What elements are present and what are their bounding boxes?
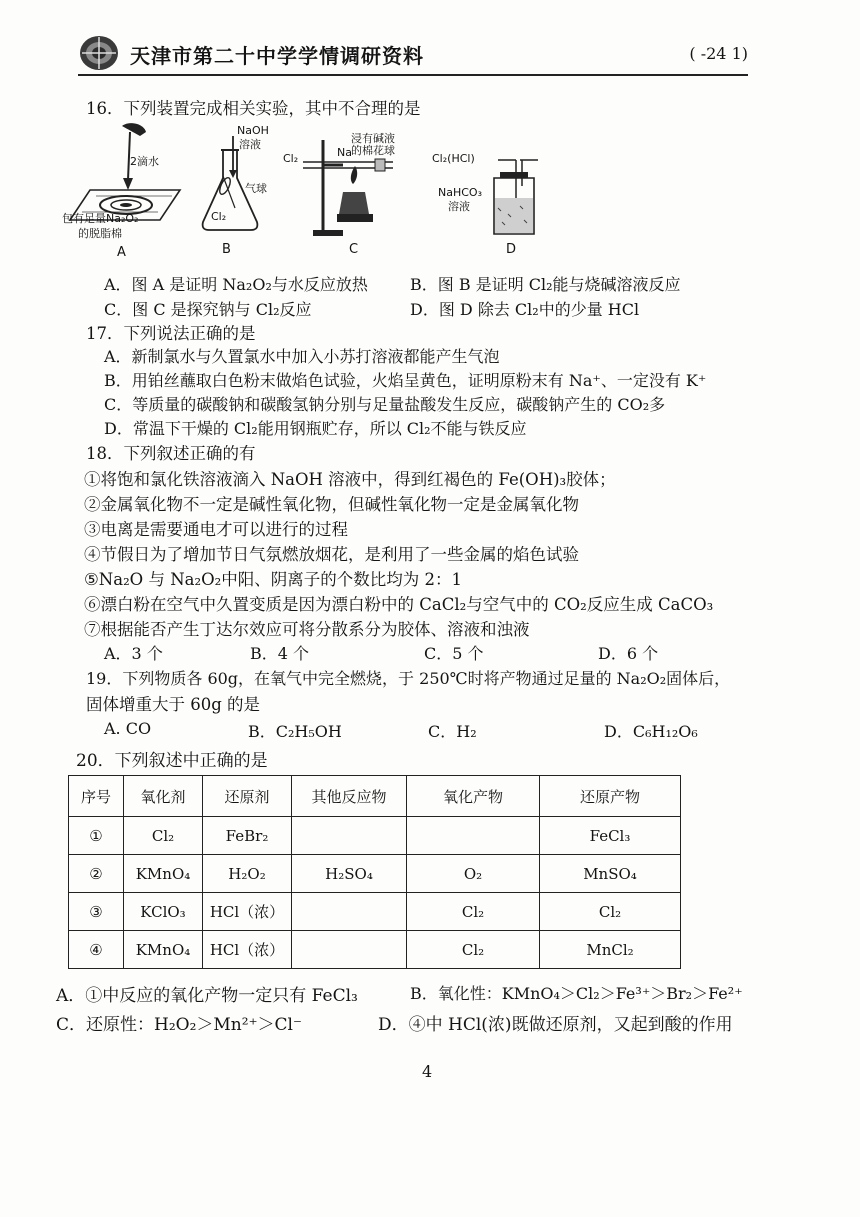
table-cell <box>407 817 540 855</box>
table-cell: ④ <box>69 931 124 969</box>
fig-d-solution-label-1: NaHCO₃ <box>438 186 482 199</box>
q18-item-7: ⑦根据能否产生丁达尔效应可将分散系分为胶体、溶液和浊液 <box>84 620 530 639</box>
col-header-oxidant: 氧化剂 <box>124 776 203 817</box>
q19-option-d: D．C₆H₁₂O₆ <box>604 722 698 741</box>
q19-stem-line-2: 固体增重大于 60g 的是 <box>86 695 261 714</box>
q17-option-a: A．新制氯水与久置氯水中加入小苏打溶液都能产生气泡 <box>104 347 500 366</box>
q17-option-d: D．常温下干燥的 Cl₂能用钢瓶贮存，所以 Cl₂不能与铁反应 <box>104 419 527 438</box>
table-cell: Cl₂ <box>540 893 681 931</box>
table-row <box>69 893 681 931</box>
fig-b-balloon-label: 气球 <box>245 182 267 195</box>
q16-option-c: C．图 C 是探究钠与 Cl₂反应 <box>104 300 312 319</box>
fig-a-water-label: 2滴水 <box>130 155 159 168</box>
fig-b-cl2-label: Cl₂ <box>211 210 227 223</box>
q19-stem-line-1: 19．下列物质各 60g，在氧气中完全燃烧，于 250℃时将产物通过足量的 Na₂O₂固体后， <box>86 669 731 688</box>
table-row <box>69 931 681 969</box>
fig-c-cl2-label: Cl₂ <box>283 152 299 165</box>
table-cell: ② <box>69 855 124 893</box>
table-cell <box>292 817 407 855</box>
table-cell: KMnO₄ <box>124 855 203 893</box>
q18-item-4: ④节假日为了增加节日气氛燃放烟花，是利用了一些金属的焰色试验 <box>84 545 579 564</box>
table-cell: HCl（浓） <box>203 893 292 931</box>
figure-d <box>432 148 558 260</box>
q20-table <box>68 775 681 969</box>
table-cell: ③ <box>69 893 124 931</box>
fig-a-cotton-label-1: 包有足量Na₂O₂ <box>62 212 139 225</box>
fig-a-letter: A <box>117 245 126 260</box>
q20-option-a: A．①中反应的氧化产物一定只有 FeCl₃ <box>56 986 358 1006</box>
col-header-number: 序号 <box>69 776 124 817</box>
q17-option-b: B．用铂丝蘸取白色粉末做焰色试验，火焰呈黄色，证明原粉末有 Na⁺、一定没有 K⁺ <box>104 371 707 390</box>
header-rule <box>78 74 748 76</box>
table-row <box>69 817 681 855</box>
q20-option-c: C．还原性：H₂O₂＞Mn²⁺＞Cl⁻ <box>56 1015 302 1035</box>
table-cell: HCl（浓） <box>203 931 292 969</box>
col-header-reductant: 还原剂 <box>203 776 292 817</box>
table-cell: H₂O₂ <box>203 855 292 893</box>
q18-option-d: D．6 个 <box>598 644 659 663</box>
figure-a <box>60 120 190 260</box>
fig-d-letter: D <box>506 242 517 257</box>
fig-c-letter: C <box>349 242 359 257</box>
col-header-other: 其他反应物 <box>292 776 407 817</box>
q18-item-2: ②金属氧化物不一定是碱性氧化物，但碱性氧化物一定是金属氧化物 <box>84 495 579 514</box>
q17-option-c: C．等质量的碳酸钠和碳酸氢钠分别与足量盐酸发生反应，碳酸钠产生的 CO₂多 <box>104 395 666 414</box>
fig-c-na-label: Na <box>337 146 352 159</box>
table-cell: Cl₂ <box>407 931 540 969</box>
q18-option-b: B．4 个 <box>250 644 310 663</box>
doc-code: ( -24 1) <box>689 44 748 63</box>
col-header-red-product: 还原产物 <box>540 776 681 817</box>
table-cell: FeCl₃ <box>540 817 681 855</box>
q19-option-b: B．C₂H₅OH <box>248 722 342 741</box>
table-cell: ① <box>69 817 124 855</box>
q20-option-b: B．氧化性：KMnO₄＞Cl₂＞Fe³⁺＞Br₂＞Fe²⁺ <box>410 984 743 1003</box>
q18-item-1: ①将饱和氯化铁溶液滴入 NaOH 溶液中，得到红褐色的 Fe(OH)₃胶体； <box>84 470 616 489</box>
fig-d-gas-label: Cl₂(HCl) <box>432 152 475 165</box>
page-header <box>78 32 748 78</box>
q19-option-c: C．H₂ <box>428 722 477 741</box>
table-cell: FeBr₂ <box>203 817 292 855</box>
col-header-ox-product: 氧化产物 <box>407 776 540 817</box>
q17-stem: 17．下列说法正确的是 <box>86 324 256 343</box>
fig-c-cotton-label-1: 浸有碱液 <box>351 132 395 145</box>
q18-item-3: ③电离是需要通电才可以进行的过程 <box>84 520 348 539</box>
figure-b <box>195 124 275 260</box>
fig-d-solution-label-2: 溶液 <box>448 200 470 213</box>
q16-stem: 16．下列装置完成相关实验，其中不合理的是 <box>86 99 421 118</box>
fig-b-letter: B <box>222 242 231 257</box>
table-cell: Cl₂ <box>124 817 203 855</box>
table-cell: H₂SO₄ <box>292 855 407 893</box>
figure-c <box>283 132 413 260</box>
school-name: 天津市第二十中学学情调研资料 <box>130 44 424 68</box>
school-logo-icon <box>78 34 120 72</box>
table-cell: O₂ <box>407 855 540 893</box>
q19-option-a: A. CO <box>104 719 152 738</box>
fig-a-cotton-label-2: 的脱脂棉 <box>78 227 122 240</box>
q16-option-b: B．图 B 是证明 Cl₂能与烧碱溶液反应 <box>410 275 681 294</box>
table-cell: KMnO₄ <box>124 931 203 969</box>
q18-stem: 18．下列叙述正确的有 <box>86 444 256 463</box>
fig-c-cotton-label-2: 的棉花球 <box>351 144 395 157</box>
q18-option-c: C．5 个 <box>424 644 484 663</box>
table-cell: Cl₂ <box>407 893 540 931</box>
table-cell: KClO₃ <box>124 893 203 931</box>
q16-option-d: D．图 D 除去 Cl₂中的少量 HCl <box>410 300 640 319</box>
table-cell: MnSO₄ <box>540 855 681 893</box>
table-cell <box>292 893 407 931</box>
fig-b-naoh-label: NaOH <box>237 124 269 137</box>
page-number: 4 <box>422 1062 433 1081</box>
q16-option-a: A．图 A 是证明 Na₂O₂与水反应放热 <box>104 275 368 294</box>
table-cell <box>292 931 407 969</box>
table-cell: MnCl₂ <box>540 931 681 969</box>
table-header-row <box>69 776 681 817</box>
q18-option-a: A．3 个 <box>104 644 163 663</box>
q18-item-6: ⑥漂白粉在空气中久置变质是因为漂白粉中的 CaCl₂与空气中的 CO₂反应生成 CaCO₃ <box>84 595 714 614</box>
q20-option-d: D．④中 HCl(浓)既做还原剂，又起到酸的作用 <box>378 1015 733 1035</box>
q18-item-5: ⑤Na₂O 与 Na₂O₂中阳、阴离子的个数比均为 2：1 <box>84 570 462 589</box>
table-row <box>69 855 681 893</box>
fig-b-solution-label: 溶液 <box>239 138 261 151</box>
q20-stem: 20．下列叙述中正确的是 <box>76 751 268 771</box>
